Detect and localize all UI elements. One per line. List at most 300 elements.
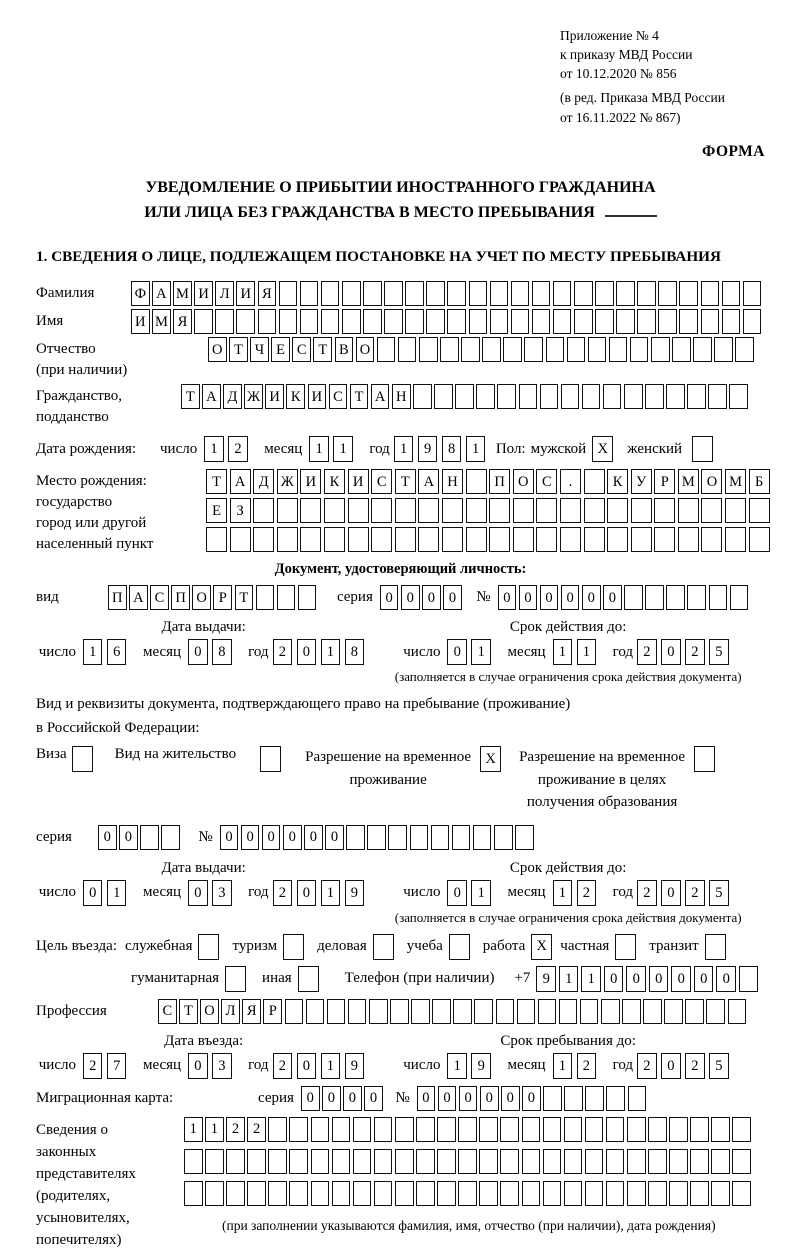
char-cell[interactable]: 1: [577, 639, 597, 665]
char-cell[interactable]: Л: [221, 999, 240, 1024]
char-cell[interactable]: [277, 527, 298, 552]
char-cell[interactable]: А: [129, 585, 148, 610]
char-cell[interactable]: [398, 337, 417, 362]
char-cell[interactable]: [236, 309, 255, 334]
char-cell[interactable]: Ч: [250, 337, 269, 362]
char-cell[interactable]: [395, 527, 416, 552]
char-cell[interactable]: 0: [716, 966, 736, 992]
char-cell[interactable]: [607, 498, 628, 523]
char-cell[interactable]: Я: [258, 281, 277, 306]
char-cell[interactable]: [426, 309, 445, 334]
char-cell[interactable]: Н: [442, 469, 463, 494]
char-cell[interactable]: [367, 825, 386, 850]
char-cell[interactable]: [247, 1181, 266, 1206]
char-cell[interactable]: 9: [418, 436, 438, 462]
char-cell[interactable]: [184, 1181, 203, 1206]
char-cell[interactable]: 0: [649, 966, 669, 992]
char-cell[interactable]: [627, 1117, 646, 1142]
char-cell[interactable]: [419, 337, 438, 362]
char-cell[interactable]: 1: [321, 639, 341, 665]
char-cell[interactable]: [306, 999, 325, 1024]
char-cell[interactable]: 2: [685, 639, 705, 665]
char-cell[interactable]: [321, 281, 340, 306]
char-cell[interactable]: Т: [395, 469, 416, 494]
char-cell[interactable]: 2: [637, 639, 657, 665]
char-cell[interactable]: [416, 1149, 435, 1174]
char-cell[interactable]: 0: [401, 585, 420, 610]
char-cell[interactable]: 1: [553, 880, 573, 906]
char-cell[interactable]: [678, 498, 699, 523]
char-cell[interactable]: 1: [83, 639, 103, 665]
char-cell[interactable]: [732, 1117, 751, 1142]
char-cell[interactable]: 0: [301, 1086, 320, 1111]
char-cell[interactable]: [371, 498, 392, 523]
char-cell[interactable]: 1: [321, 880, 341, 906]
char-cell[interactable]: 5: [709, 639, 729, 665]
char-cell[interactable]: [701, 498, 722, 523]
char-cell[interactable]: 9: [345, 880, 365, 906]
char-cell[interactable]: [743, 281, 762, 306]
char-cell[interactable]: [601, 999, 620, 1024]
char-cell[interactable]: [253, 527, 274, 552]
char-cell[interactable]: [564, 1117, 583, 1142]
char-cell[interactable]: Е: [271, 337, 290, 362]
char-cell[interactable]: 0: [603, 585, 622, 610]
char-cell[interactable]: [739, 966, 759, 992]
char-cell[interactable]: [637, 309, 656, 334]
char-cell[interactable]: [730, 585, 749, 610]
char-cell[interactable]: В: [335, 337, 354, 362]
char-cell[interactable]: [374, 1149, 393, 1174]
char-cell[interactable]: А: [152, 281, 171, 306]
char-cell[interactable]: М: [725, 469, 746, 494]
char-cell[interactable]: [519, 384, 538, 409]
char-cell[interactable]: [732, 1149, 751, 1174]
char-cell[interactable]: [595, 309, 614, 334]
char-cell[interactable]: [205, 1181, 224, 1206]
char-cell[interactable]: [588, 337, 607, 362]
char-cell[interactable]: А: [418, 469, 439, 494]
char-cell[interactable]: [418, 527, 439, 552]
char-cell[interactable]: М: [152, 309, 171, 334]
char-cell[interactable]: К: [286, 384, 305, 409]
char-cell[interactable]: [268, 1149, 287, 1174]
char-cell[interactable]: [377, 337, 396, 362]
purpose-other-checkbox[interactable]: [298, 966, 319, 992]
char-cell[interactable]: [561, 384, 580, 409]
char-cell[interactable]: [442, 498, 463, 523]
char-cell[interactable]: [374, 1181, 393, 1206]
char-cell[interactable]: 0: [694, 966, 714, 992]
char-cell[interactable]: 0: [447, 880, 467, 906]
char-cell[interactable]: И: [265, 384, 284, 409]
char-cell[interactable]: 0: [582, 585, 601, 610]
char-cell[interactable]: [161, 825, 180, 850]
char-cell[interactable]: [584, 527, 605, 552]
char-cell[interactable]: 0: [297, 1053, 317, 1079]
char-cell[interactable]: [300, 527, 321, 552]
char-cell[interactable]: 2: [577, 1053, 597, 1079]
char-cell[interactable]: Я: [242, 999, 261, 1024]
char-cell[interactable]: [363, 309, 382, 334]
char-cell[interactable]: [277, 585, 296, 610]
char-cell[interactable]: 0: [325, 825, 344, 850]
char-cell[interactable]: [390, 999, 409, 1024]
char-cell[interactable]: [479, 1117, 498, 1142]
char-cell[interactable]: И: [300, 469, 321, 494]
char-cell[interactable]: О: [356, 337, 375, 362]
char-cell[interactable]: К: [607, 469, 628, 494]
char-cell[interactable]: А: [230, 469, 251, 494]
char-cell[interactable]: [230, 527, 251, 552]
char-cell[interactable]: Т: [179, 999, 198, 1024]
char-cell[interactable]: [432, 999, 451, 1024]
char-cell[interactable]: [474, 999, 493, 1024]
char-cell[interactable]: [631, 527, 652, 552]
char-cell[interactable]: [567, 337, 586, 362]
char-cell[interactable]: 2: [247, 1117, 266, 1142]
char-cell[interactable]: 1: [321, 1053, 341, 1079]
char-cell[interactable]: [369, 999, 388, 1024]
char-cell[interactable]: [289, 1117, 308, 1142]
char-cell[interactable]: [184, 1149, 203, 1174]
char-cell[interactable]: [489, 498, 510, 523]
char-cell[interactable]: [327, 999, 346, 1024]
char-cell[interactable]: М: [678, 469, 699, 494]
char-cell[interactable]: 0: [438, 1086, 457, 1111]
char-cell[interactable]: 0: [443, 585, 462, 610]
char-cell[interactable]: [725, 527, 746, 552]
char-cell[interactable]: [431, 825, 450, 850]
char-cell[interactable]: [679, 309, 698, 334]
char-cell[interactable]: [513, 498, 534, 523]
char-cell[interactable]: [346, 825, 365, 850]
char-cell[interactable]: 0: [241, 825, 260, 850]
char-cell[interactable]: 1: [107, 880, 127, 906]
char-cell[interactable]: [479, 1149, 498, 1174]
char-cell[interactable]: С: [536, 469, 557, 494]
char-cell[interactable]: [543, 1181, 562, 1206]
char-cell[interactable]: 2: [273, 880, 293, 906]
char-cell[interactable]: 3: [212, 1053, 232, 1079]
char-cell[interactable]: У: [631, 469, 652, 494]
char-cell[interactable]: [722, 309, 741, 334]
char-cell[interactable]: [658, 309, 677, 334]
char-cell[interactable]: [384, 309, 403, 334]
char-cell[interactable]: [564, 1181, 583, 1206]
char-cell[interactable]: [606, 1149, 625, 1174]
char-cell[interactable]: [353, 1117, 372, 1142]
char-cell[interactable]: [348, 527, 369, 552]
char-cell[interactable]: [194, 309, 213, 334]
char-cell[interactable]: 0: [297, 639, 317, 665]
char-cell[interactable]: 2: [577, 880, 597, 906]
char-cell[interactable]: О: [208, 337, 227, 362]
char-cell[interactable]: Р: [263, 999, 282, 1024]
char-cell[interactable]: [447, 281, 466, 306]
char-cell[interactable]: [580, 999, 599, 1024]
char-cell[interactable]: [371, 527, 392, 552]
char-cell[interactable]: [452, 825, 471, 850]
char-cell[interactable]: [690, 1117, 709, 1142]
char-cell[interactable]: 2: [226, 1117, 245, 1142]
char-cell[interactable]: [469, 281, 488, 306]
char-cell[interactable]: Т: [313, 337, 332, 362]
char-cell[interactable]: 5: [709, 880, 729, 906]
char-cell[interactable]: 0: [671, 966, 691, 992]
char-cell[interactable]: [437, 1149, 456, 1174]
char-cell[interactable]: [560, 527, 581, 552]
char-cell[interactable]: Р: [213, 585, 232, 610]
char-cell[interactable]: [479, 1181, 498, 1206]
char-cell[interactable]: С: [371, 469, 392, 494]
char-cell[interactable]: [538, 999, 557, 1024]
char-cell[interactable]: [466, 527, 487, 552]
char-cell[interactable]: 1: [581, 966, 601, 992]
char-cell[interactable]: [511, 281, 530, 306]
char-cell[interactable]: [453, 999, 472, 1024]
char-cell[interactable]: [522, 1117, 541, 1142]
char-cell[interactable]: С: [158, 999, 177, 1024]
char-cell[interactable]: [253, 498, 274, 523]
purpose-business-checkbox[interactable]: [373, 934, 394, 960]
char-cell[interactable]: [348, 999, 367, 1024]
char-cell[interactable]: [416, 1117, 435, 1142]
char-cell[interactable]: [410, 825, 429, 850]
char-cell[interactable]: О: [513, 469, 534, 494]
char-cell[interactable]: [666, 384, 685, 409]
char-cell[interactable]: 9: [471, 1053, 491, 1079]
char-cell[interactable]: 0: [661, 1053, 681, 1079]
char-cell[interactable]: 1: [553, 1053, 573, 1079]
male-checkbox[interactable]: X: [592, 436, 613, 462]
char-cell[interactable]: 0: [322, 1086, 341, 1111]
char-cell[interactable]: [729, 384, 748, 409]
char-cell[interactable]: [455, 384, 474, 409]
char-cell[interactable]: [690, 1181, 709, 1206]
purpose-humanitarian-checkbox[interactable]: [225, 966, 246, 992]
char-cell[interactable]: [469, 309, 488, 334]
char-cell[interactable]: Б: [749, 469, 770, 494]
char-cell[interactable]: 0: [661, 880, 681, 906]
char-cell[interactable]: [711, 1181, 730, 1206]
char-cell[interactable]: Н: [392, 384, 411, 409]
char-cell[interactable]: [342, 309, 361, 334]
char-cell[interactable]: 0: [498, 585, 517, 610]
char-cell[interactable]: [332, 1149, 351, 1174]
char-cell[interactable]: [268, 1117, 287, 1142]
purpose-private-checkbox[interactable]: [615, 934, 636, 960]
char-cell[interactable]: [609, 337, 628, 362]
char-cell[interactable]: И: [308, 384, 327, 409]
char-cell[interactable]: [606, 1086, 625, 1111]
char-cell[interactable]: [395, 1117, 414, 1142]
char-cell[interactable]: П: [489, 469, 510, 494]
char-cell[interactable]: [205, 1149, 224, 1174]
char-cell[interactable]: [522, 1149, 541, 1174]
char-cell[interactable]: [701, 309, 720, 334]
char-cell[interactable]: [277, 498, 298, 523]
purpose-official-checkbox[interactable]: [198, 934, 219, 960]
char-cell[interactable]: А: [371, 384, 390, 409]
char-cell[interactable]: [630, 337, 649, 362]
char-cell[interactable]: [490, 309, 509, 334]
char-cell[interactable]: Т: [206, 469, 227, 494]
char-cell[interactable]: [489, 527, 510, 552]
char-cell[interactable]: 0: [540, 585, 559, 610]
char-cell[interactable]: [622, 999, 641, 1024]
char-cell[interactable]: [666, 585, 685, 610]
char-cell[interactable]: [585, 1086, 604, 1111]
char-cell[interactable]: [434, 384, 453, 409]
char-cell[interactable]: [678, 527, 699, 552]
char-cell[interactable]: [289, 1149, 308, 1174]
char-cell[interactable]: Д: [223, 384, 242, 409]
char-cell[interactable]: 8: [442, 436, 462, 462]
char-cell[interactable]: [395, 1149, 414, 1174]
char-cell[interactable]: 0: [343, 1086, 362, 1111]
char-cell[interactable]: 1: [394, 436, 414, 462]
purpose-tourism-checkbox[interactable]: [283, 934, 304, 960]
char-cell[interactable]: 7: [107, 1053, 127, 1079]
char-cell[interactable]: [342, 281, 361, 306]
char-cell[interactable]: 2: [685, 880, 705, 906]
char-cell[interactable]: [384, 281, 403, 306]
char-cell[interactable]: [458, 1149, 477, 1174]
char-cell[interactable]: [300, 498, 321, 523]
char-cell[interactable]: 1: [471, 639, 491, 665]
char-cell[interactable]: [466, 498, 487, 523]
char-cell[interactable]: [476, 384, 495, 409]
char-cell[interactable]: [574, 281, 593, 306]
char-cell[interactable]: [321, 309, 340, 334]
char-cell[interactable]: [494, 825, 513, 850]
char-cell[interactable]: [458, 1181, 477, 1206]
char-cell[interactable]: [560, 498, 581, 523]
char-cell[interactable]: [672, 337, 691, 362]
char-cell[interactable]: [517, 999, 536, 1024]
char-cell[interactable]: [706, 999, 725, 1024]
char-cell[interactable]: [711, 1149, 730, 1174]
char-cell[interactable]: 0: [297, 880, 317, 906]
char-cell[interactable]: [709, 585, 728, 610]
char-cell[interactable]: [585, 1117, 604, 1142]
char-cell[interactable]: Т: [235, 585, 254, 610]
char-cell[interactable]: [500, 1149, 519, 1174]
char-cell[interactable]: П: [171, 585, 190, 610]
char-cell[interactable]: [540, 384, 559, 409]
char-cell[interactable]: 1: [204, 436, 224, 462]
char-cell[interactable]: [405, 309, 424, 334]
char-cell[interactable]: [574, 309, 593, 334]
char-cell[interactable]: 0: [380, 585, 399, 610]
char-cell[interactable]: [728, 999, 747, 1024]
char-cell[interactable]: [701, 527, 722, 552]
char-cell[interactable]: 1: [205, 1117, 224, 1142]
char-cell[interactable]: [546, 337, 565, 362]
char-cell[interactable]: [247, 1149, 266, 1174]
char-cell[interactable]: [395, 1181, 414, 1206]
char-cell[interactable]: [685, 999, 704, 1024]
char-cell[interactable]: [616, 309, 635, 334]
char-cell[interactable]: [311, 1181, 330, 1206]
char-cell[interactable]: [500, 1181, 519, 1206]
char-cell[interactable]: 6: [107, 639, 127, 665]
char-cell[interactable]: 0: [480, 1086, 499, 1111]
char-cell[interactable]: 1: [559, 966, 579, 992]
char-cell[interactable]: [279, 309, 298, 334]
char-cell[interactable]: А: [202, 384, 221, 409]
char-cell[interactable]: [353, 1181, 372, 1206]
char-cell[interactable]: [515, 825, 534, 850]
char-cell[interactable]: О: [192, 585, 211, 610]
char-cell[interactable]: 0: [459, 1086, 478, 1111]
char-cell[interactable]: [631, 498, 652, 523]
char-cell[interactable]: [332, 1181, 351, 1206]
char-cell[interactable]: [395, 498, 416, 523]
char-cell[interactable]: Т: [181, 384, 200, 409]
char-cell[interactable]: [627, 1149, 646, 1174]
char-cell[interactable]: [437, 1181, 456, 1206]
char-cell[interactable]: 2: [273, 639, 293, 665]
char-cell[interactable]: [564, 1149, 583, 1174]
char-cell[interactable]: [426, 281, 445, 306]
char-cell[interactable]: [388, 825, 407, 850]
char-cell[interactable]: [256, 585, 275, 610]
char-cell[interactable]: Т: [229, 337, 248, 362]
char-cell[interactable]: К: [324, 469, 345, 494]
char-cell[interactable]: [490, 281, 509, 306]
char-cell[interactable]: 3: [212, 880, 232, 906]
residence-permit-checkbox[interactable]: [260, 746, 281, 772]
char-cell[interactable]: 1: [333, 436, 353, 462]
char-cell[interactable]: [669, 1117, 688, 1142]
char-cell[interactable]: [711, 1117, 730, 1142]
char-cell[interactable]: [405, 281, 424, 306]
purpose-study-checkbox[interactable]: [449, 934, 470, 960]
char-cell[interactable]: [532, 281, 551, 306]
char-cell[interactable]: Я: [173, 309, 192, 334]
char-cell[interactable]: 1: [309, 436, 329, 462]
purpose-work-checkbox[interactable]: X: [531, 934, 552, 960]
char-cell[interactable]: [628, 1086, 647, 1111]
char-cell[interactable]: [559, 999, 578, 1024]
char-cell[interactable]: И: [348, 469, 369, 494]
char-cell[interactable]: [324, 527, 345, 552]
char-cell[interactable]: 0: [220, 825, 239, 850]
char-cell[interactable]: [500, 1117, 519, 1142]
char-cell[interactable]: [524, 337, 543, 362]
char-cell[interactable]: 9: [536, 966, 556, 992]
char-cell[interactable]: [687, 585, 706, 610]
female-checkbox[interactable]: [692, 436, 713, 462]
char-cell[interactable]: [215, 309, 234, 334]
char-cell[interactable]: [300, 309, 319, 334]
char-cell[interactable]: [440, 337, 459, 362]
char-cell[interactable]: [418, 498, 439, 523]
edu-residence-checkbox[interactable]: [694, 746, 715, 772]
char-cell[interactable]: [324, 498, 345, 523]
char-cell[interactable]: [496, 999, 515, 1024]
char-cell[interactable]: 0: [304, 825, 323, 850]
char-cell[interactable]: 0: [417, 1086, 436, 1111]
char-cell[interactable]: [298, 585, 317, 610]
char-cell[interactable]: Е: [206, 498, 227, 523]
char-cell[interactable]: 0: [626, 966, 646, 992]
char-cell[interactable]: Д: [253, 469, 274, 494]
char-cell[interactable]: 9: [345, 1053, 365, 1079]
char-cell[interactable]: С: [329, 384, 348, 409]
